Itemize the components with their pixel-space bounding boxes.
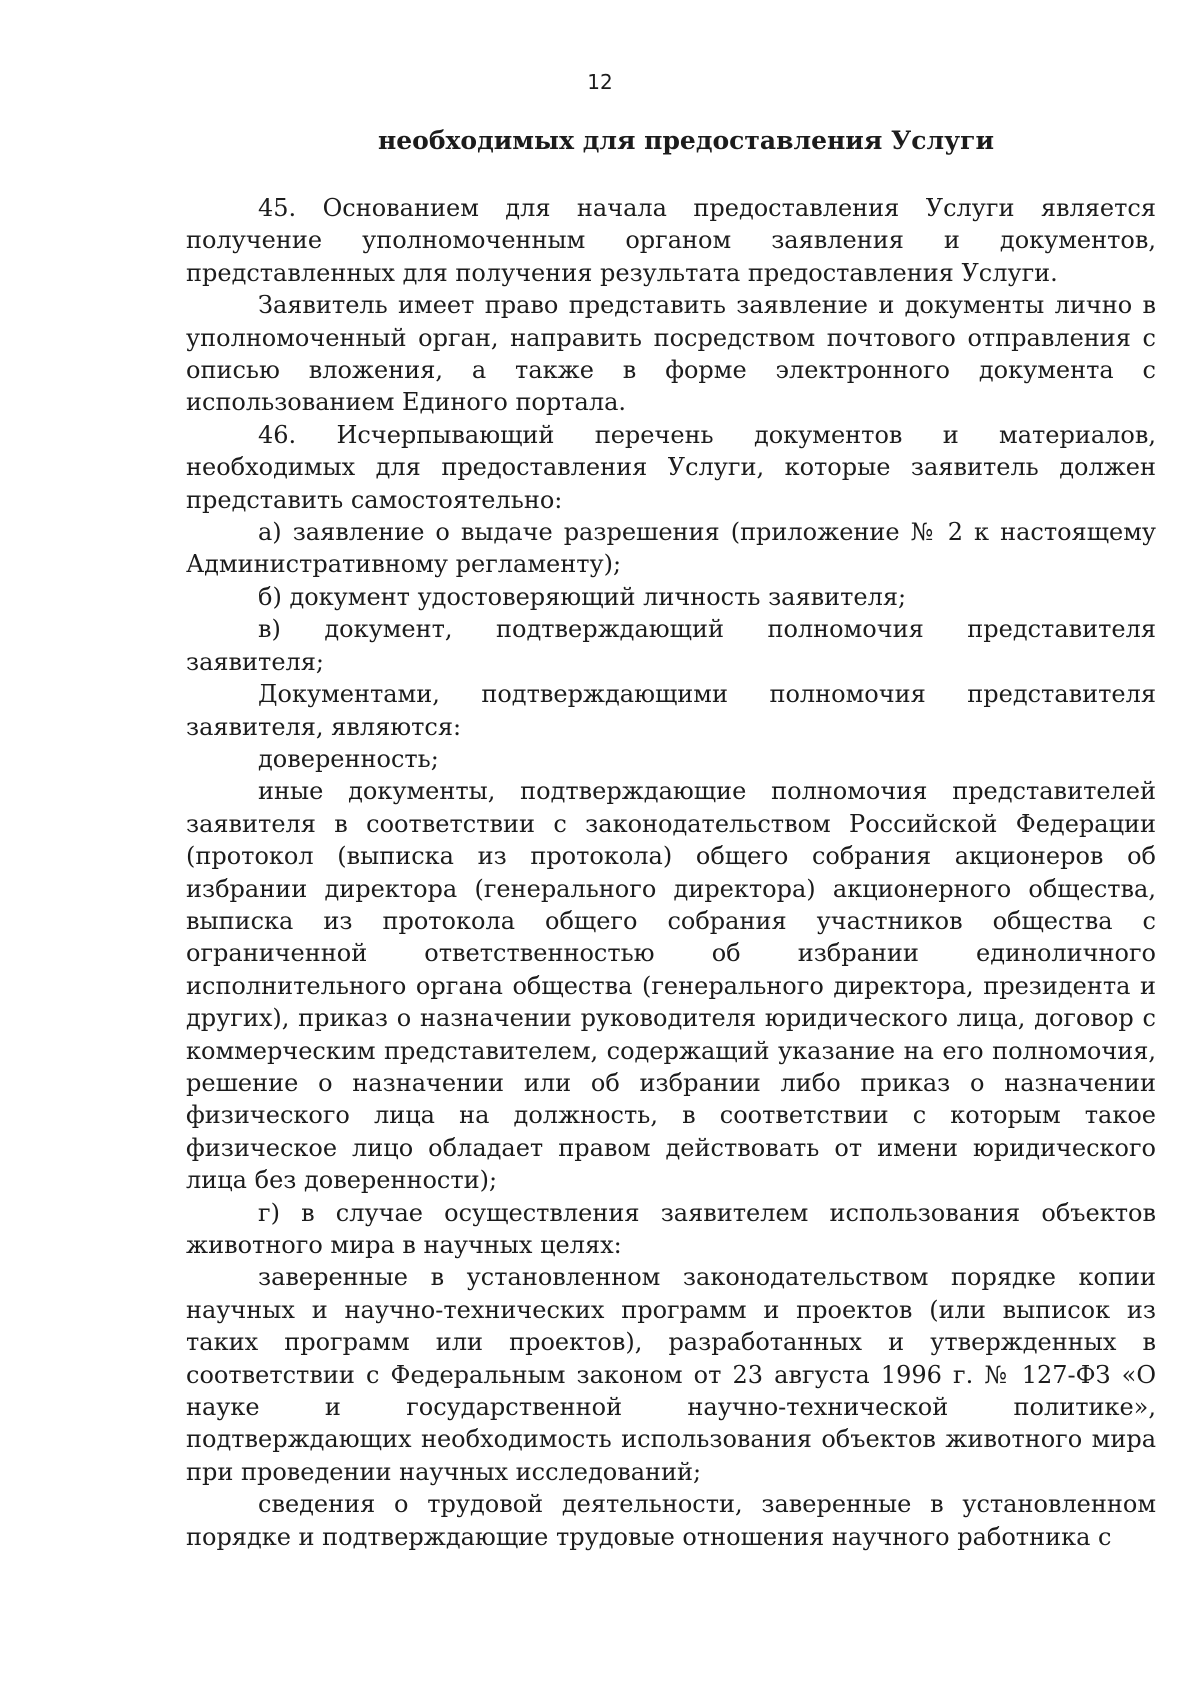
paragraph-authority-documents: Документами, подтверждающими полномочия представителя заявителя, являются: [186, 680, 1156, 741]
list-item-a: а) заявление о выдаче разрешения (приложение № 2 к настоящему Административному регламенту); [186, 518, 1156, 579]
paragraph-power-of-attorney: доверенность; [258, 744, 439, 773]
paragraph-46: 46. Исчерпывающий перечень документов и материалов, необходимых для предоставления Услуги, которые заявитель должен представить самостоятельно: [186, 420, 1156, 514]
list-item-g: г) в случае осуществления заявителем использования объектов животного мира в научных целях: [186, 1198, 1156, 1259]
paragraph-employment-info: сведения о трудовой деятельности, заверенные в установленном порядке и подтверждающие трудовые отношения научного работника с [186, 1490, 1156, 1551]
document-body [186, 192, 1156, 1553]
page-number: 12 [587, 70, 613, 94]
paragraph-applicant-rights: Заявитель имеет право представить заявление и документы лично в уполномоченный орган, направить посредством почтового отправления с описью вложения, а также в форме электронного документа с использованием Единого портала. [186, 291, 1156, 417]
list-item-b: б) документ удостоверяющий личность заявителя; [258, 582, 907, 611]
list-item-v: в) документ, подтверждающий полномочия представителя заявителя; [186, 615, 1156, 676]
paragraph-other-documents: иные документы, подтверждающие полномочия представителей заявителя в соответствии с законодательством Российской Федерации (протокол (выписка из протокола) общего собрания акционеров об избрании директора (генерального директора) акционерного общества, выписка из протокола общего собрания участников общества с ограниченной ответственностью об избрании единоличного исполнительного органа общества (генерального директора, президента и других), приказ о назначении руководителя юридического лица, договор с коммерческим представителем, содержащий указание на его полномочия, решение о назначении или об избрании либо приказ о назначении физического лица на должность, в соответствии с которым такое физическое лицо обладает правом действовать от имени юридического лица без доверенности); [186, 777, 1156, 1195]
paragraph-certified-copies: заверенные в установленном законодательством порядке копии научных и научно-технических программ и проектов (или выписок из таких программ или проектов), разработанных и утвержденных в соответствии с Федеральным законом от 23 августа 1996 г. № 127-ФЗ «О науке и государственной научно-технической политике», подтверждающих необходимость использования объектов животного мира при проведении научных исследований; [186, 1263, 1156, 1486]
section-heading: необходимых для предоставления Услуги [377, 126, 995, 155]
paragraph-45: 45. Основанием для начала предоставления Услуги является получение уполномоченным органом заявления и документов, представленных для получения результата предоставления Услуги. [186, 194, 1156, 287]
